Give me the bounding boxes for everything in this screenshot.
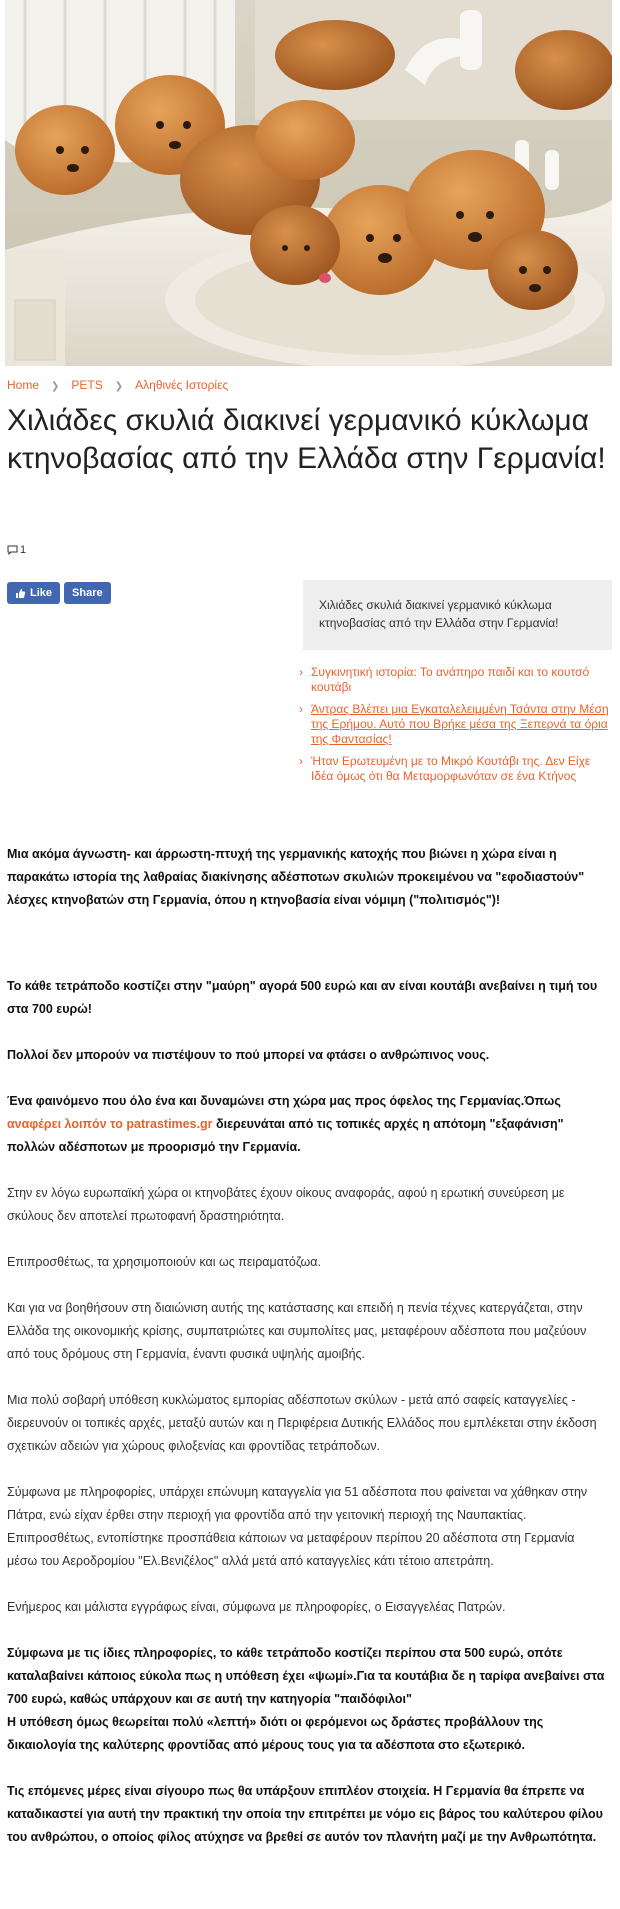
chevron-right-icon: ❯	[51, 381, 60, 392]
related-links	[299, 665, 612, 791]
article-paragraph-4-end: διερευνάται από τις τοπικές αρχές η απότομη "εξαφάνιση" πολλών αδέσποτων με προορισμό την Γερμανία.	[7, 1117, 564, 1154]
facebook-share-button[interactable]	[64, 582, 111, 604]
article-paragraph-4	[7, 1090, 607, 1159]
social-buttons	[7, 582, 111, 604]
article-paragraph-1: Μια ακόμα άγνωστη- και άρρωστη-πτυχή της γερμανικής κατοχής που βιώνει η χώρα είναι η παρακάτω ιστορία της λαθραίας διακίνησης αδέσποτων σκυλιών προκειμένου να "εφοδιαστούν" λέσχες κτηνοβατών στη Γερμανία, όπου η κτηνοβασία είναι νόμιμη ("πολιτισμός")!	[7, 847, 585, 907]
breadcrumb-stories[interactable]: Αληθινές Ιστορίες	[135, 378, 229, 392]
article-paragraph-6: Επιπροσθέτως, τα χρησιμοποιούν και ως πειραματόζωα.	[7, 1255, 321, 1269]
article-paragraph-3: Πολλοί δεν μπορούν να πιστέψουν το πού μπορεί να φτάσει ο ανθρώπινος νους.	[7, 1048, 490, 1062]
related-link-item[interactable]	[299, 665, 612, 695]
article-paragraph-11: Ενήμερος και μάλιστα εγγράφως είναι, σύμφωνα με πληροφορίες, ο Εισαγγελέας Πατρών.	[7, 1600, 506, 1614]
chevron-right-icon: ›	[299, 754, 303, 768]
page-title: Χιλιάδες σκυλιά διακινεί γερμανικό κύκλωμα κτηνοβασίας από την Ελλάδα στην Γερμανία!	[7, 404, 606, 475]
breadcrumb-pets[interactable]: PETS	[71, 378, 103, 392]
related-link-item[interactable]	[299, 754, 612, 784]
article-paragraph-14: Τις επόμενες μέρες είναι σίγουρο πως θα υπάρξουν επιπλέον στοιχεία. Η Γερμανία θα έπρεπε να καταδικαστεί για αυτή την πρακτική την οποία την επιτρέπει με νόμο εις βάρος του καλύτερου φίλου του ανθρώπου, ο οποίος φίλος ατύχησε να βρεθεί σε αυτόν τον πλανήτη μαζί με την Ανθρωπότητα.	[7, 1784, 603, 1844]
share-label: Share	[72, 587, 103, 599]
related-link-3[interactable]: Ήταν Ερωτευμένη με το Μικρό Κουτάβι της. Δεν Είχε Ιδέα όμως ότι θα Μεταμορφωνόταν σε ένα Κτήνος	[311, 754, 591, 783]
related-link-1[interactable]: Συγκινητική ιστορία: Το ανάπηρο παιδί και το κουτσό κουτάβι	[311, 665, 590, 694]
article-paragraph-12: Σύμφωνα με τις ίδιες πληροφορίες, το κάθε τετράποδο κοστίζει περίπου στα 500 ευρώ, οπότε καταλαβαίνει κάποιος εύκολα πως η υπόθεση έχει «ψωμί».Για τα κουτάβια δε η ταρίφα ανεβαίνει στα 700 ευρώ, καθώς υπάρχουν και σε αυτή την κατηγορία "παιδόφιλοι"	[7, 1646, 605, 1706]
article-body	[7, 843, 607, 1849]
related-link-item[interactable]	[299, 702, 612, 747]
related-summary-box: Χιλιάδες σκυλιά διακινεί γερμανικό κύκλωμα κτηνοβασίας από την Ελλάδα στην Γερμανία!	[303, 580, 612, 650]
article-paragraph-13: Η υπόθεση όμως θεωρείται πολύ «λεπτή» διότι οι φερόμενοι ως δράστες προβάλλουν της δικαιολογία της καλύτερης φροντίδας από μέρους τους για τα αδέσποτα στο εξωτερικό.	[7, 1715, 544, 1752]
thumbs-up-icon	[15, 588, 26, 599]
article-paragraph-5: Στην εν λόγω ευρωπαϊκή χώρα οι κτηνοβάτες έχουν οίκους αναφοράς, αφού η ερωτική συνεύρεση με σκύλους δεν αποτελεί πρωτοφανή δραστηριότητα.	[7, 1186, 565, 1223]
article-paragraph-10: Επιπροσθέτως, εντοπίστηκε προσπάθεια κάποιων να μεταφέρουν περίπου 20 αδέσποτα στη Γερμανία μέσω του Αεροδρομίου "Ελ.Βενιζέλος" αλλά μετά από καταγγελίες κάτι τέτοιο απετράπη.	[7, 1531, 575, 1568]
article-paragraph-2: Το κάθε τετράποδο κοστίζει στην "μαύρη" αγορά 500 ευρώ και αν είναι κουτάβι ανεβαίνει η τιμή του στα 700 ευρώ!	[7, 979, 598, 1016]
chevron-right-icon: ›	[299, 665, 303, 679]
facebook-like-button[interactable]	[7, 582, 60, 604]
comments-count-value: 1	[20, 544, 27, 556]
like-label: Like	[30, 587, 53, 599]
breadcrumb-home[interactable]: Home	[7, 378, 40, 392]
puppies-photo-icon	[5, 0, 612, 366]
article-paragraph-9: Σύμφωνα με πληροφορίες, υπάρχει επώνυμη καταγγελία για 51 αδέσποτα που φαίνεται να χάθηκαν στην Πάτρα, ενώ είχαν έρθει στην περιοχή για φροντίδα από την γειτονική περιοχή της Ναυπακτίας.	[7, 1485, 588, 1522]
chevron-right-icon: ›	[299, 702, 303, 716]
hero-image	[5, 0, 612, 366]
breadcrumb	[7, 378, 228, 392]
related-link-2[interactable]: Άντρας Βλέπει μια Εγκαταλελειμμένη Τσάντα στην Μέση της Ερήμου. Αυτό που Βρήκε μέσα της Ξεπερνά τα όρια της Φαντασίας!	[311, 702, 609, 746]
article-paragraph-4-start: Ένα φαινόμενο που όλο ένα και δυναμώνει στη χώρα μας προς όφελος της Γερμανίας.Όπως	[7, 1094, 561, 1108]
article-paragraph-8: Μια πολύ σοβαρή υπόθεση κυκλώματος εμπορίας αδέσποτων σκύλων - μετά από σαφείς καταγγελίες - διερευνούν οι τοπικές αρχές, μεταξύ αυτών και η Περιφέρεια Δυτικής Ελλάδος που εμπλέκεται στην έκδοση σχετικών αδειών για χώρους φιλοξενίας και φροντίδας τετράποδων.	[7, 1393, 597, 1453]
article-paragraph-7: Και για να βοηθήσουν στη διαιώνιση αυτής της κατάστασης και επειδή η πενία τέχνες κατεργάζεται, στην Ελλάδα της οικονομικής κρίσης, συμπατριώτες και συμπολίτες μας, μεταφέρουν αδέσποτα που μαζεύουν από τους δρόμους στη Γερμανία, έναντι φυσικά υψηλής αμοιβής.	[7, 1301, 587, 1361]
chevron-right-icon: ❯	[114, 381, 124, 392]
comment-icon	[7, 545, 18, 555]
patrastimes-link[interactable]: αναφέρει λοιπόν το patrastimes.gr	[7, 1117, 213, 1131]
comments-count[interactable]	[7, 544, 26, 556]
